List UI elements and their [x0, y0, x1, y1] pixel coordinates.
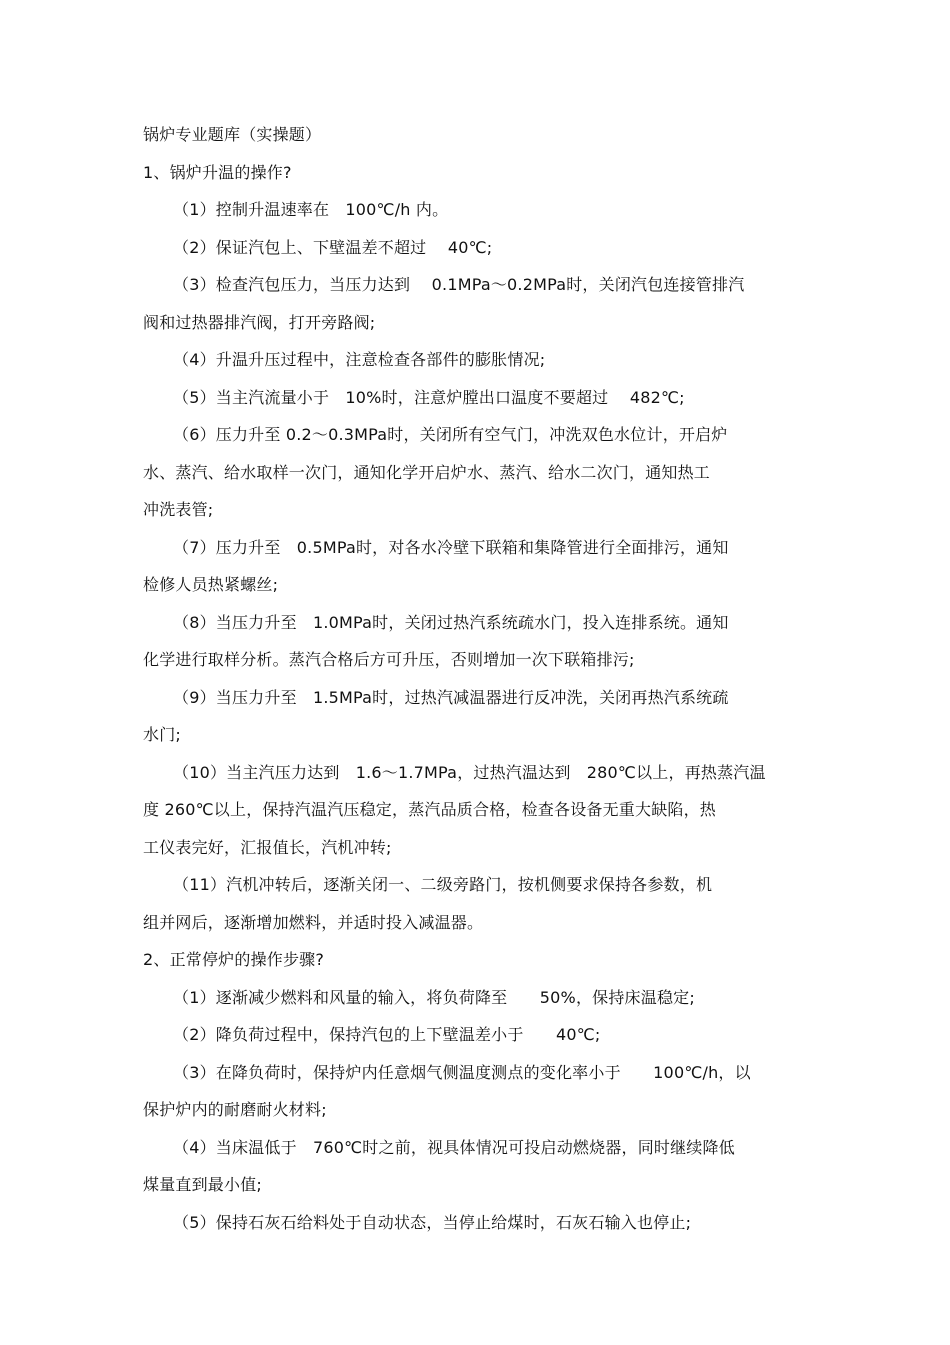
q2-line: （2）降负荷过程中，保持汽包的上下壁温差小于 40℃; — [173, 1025, 601, 1044]
q2-line: （3）在降负荷时，保持炉内任意烟气侧温度测点的变化率小于 100℃/h，以 — [173, 1062, 751, 1082]
q1-line: 化学进行取样分析。蒸汽合格后方可升压，否则增加一次下联箱排污; — [143, 650, 635, 669]
q2-line: （5）保持石灰石给料处于自动状态，当停止给煤时，石灰石输入也停止; — [173, 1212, 692, 1232]
q1-line: 工仪表完好，汇报值长，汽机冲转; — [143, 837, 392, 857]
q1-line: （10）当主汽压力达到 1.6～1.7MPa，过热汽温达到 280℃以上，再热蒸汽温 — [173, 762, 766, 782]
q1-line: 水门; — [143, 725, 181, 744]
q1-line: （11）汽机冲转后，逐渐关闭一、二级旁路门，按机侧要求保持各参数，机 — [173, 875, 713, 894]
q2-line: （4）当床温低于 760℃时之前，视具体情况可投启动燃烧器，同时继续降低 — [173, 1137, 735, 1157]
q1-line: 冲洗表管; — [143, 500, 214, 519]
q1-line: （7）压力升至 0.5MPa时，对各水冷壁下联箱和集降管进行全面排污，通知 — [173, 537, 729, 557]
document-body — [143, 116, 823, 1241]
q1-line: 组并网后，逐渐增加燃料，并适时投入减温器。 — [143, 912, 484, 932]
q1-line: 检修人员热紧螺丝; — [143, 575, 279, 594]
document-title: 锅炉专业题库（实操题） — [143, 125, 322, 144]
q2-line: （1）逐渐减少燃料和风量的输入，将负荷降至 50%，保持床温稳定; — [173, 987, 695, 1007]
q1-line: （9）当压力升至 1.5MPa时，过热汽减温器进行反冲洗，关闭再热汽系统疏 — [173, 687, 729, 707]
q1-line: （2）保证汽包上、下壁温差不超过 40℃; — [173, 237, 493, 257]
q1-line: 水、蒸汽、给水取样一次门，通知化学开启炉水、蒸汽、给水二次门，通知热工 — [143, 462, 711, 482]
q1-line: （4）升温升压过程中，注意检查各部件的膨胀情况; — [173, 350, 546, 369]
q1-line: （5）当主汽流量小于 10%时，注意炉膛出口温度不要超过 482℃; — [173, 387, 685, 407]
q1-line: 阀和过热器排汽阀，打开旁路阀; — [143, 312, 376, 332]
q1-line: （8）当压力升至 1.0MPa时，关闭过热汽系统疏水门，投入连排系统。通知 — [173, 612, 729, 632]
question-2-title: 2、正常停炉的操作步骤? — [143, 950, 325, 969]
q2-line: 保护炉内的耐磨耐火材料; — [143, 1100, 327, 1119]
q1-line: （1）控制升温速率在 100℃/h 内。 — [173, 200, 449, 219]
q1-line: 度 260℃以上，保持汽温汽压稳定，蒸汽品质合格，检查各设备无重大缺陷，热 — [143, 800, 716, 819]
q1-line: （6）压力升至 0.2～0.3MPa时，关闭所有空气门，冲洗双色水位计，开启炉 — [173, 425, 728, 444]
q2-line: 煤量直到最小值; — [143, 1175, 262, 1194]
question-1-title: 1、锅炉升温的操作? — [143, 162, 292, 182]
q1-line: （3）检查汽包压力，当压力达到 0.1MPa～0.2MPa时，关闭汽包连接管排汽 — [173, 275, 745, 294]
